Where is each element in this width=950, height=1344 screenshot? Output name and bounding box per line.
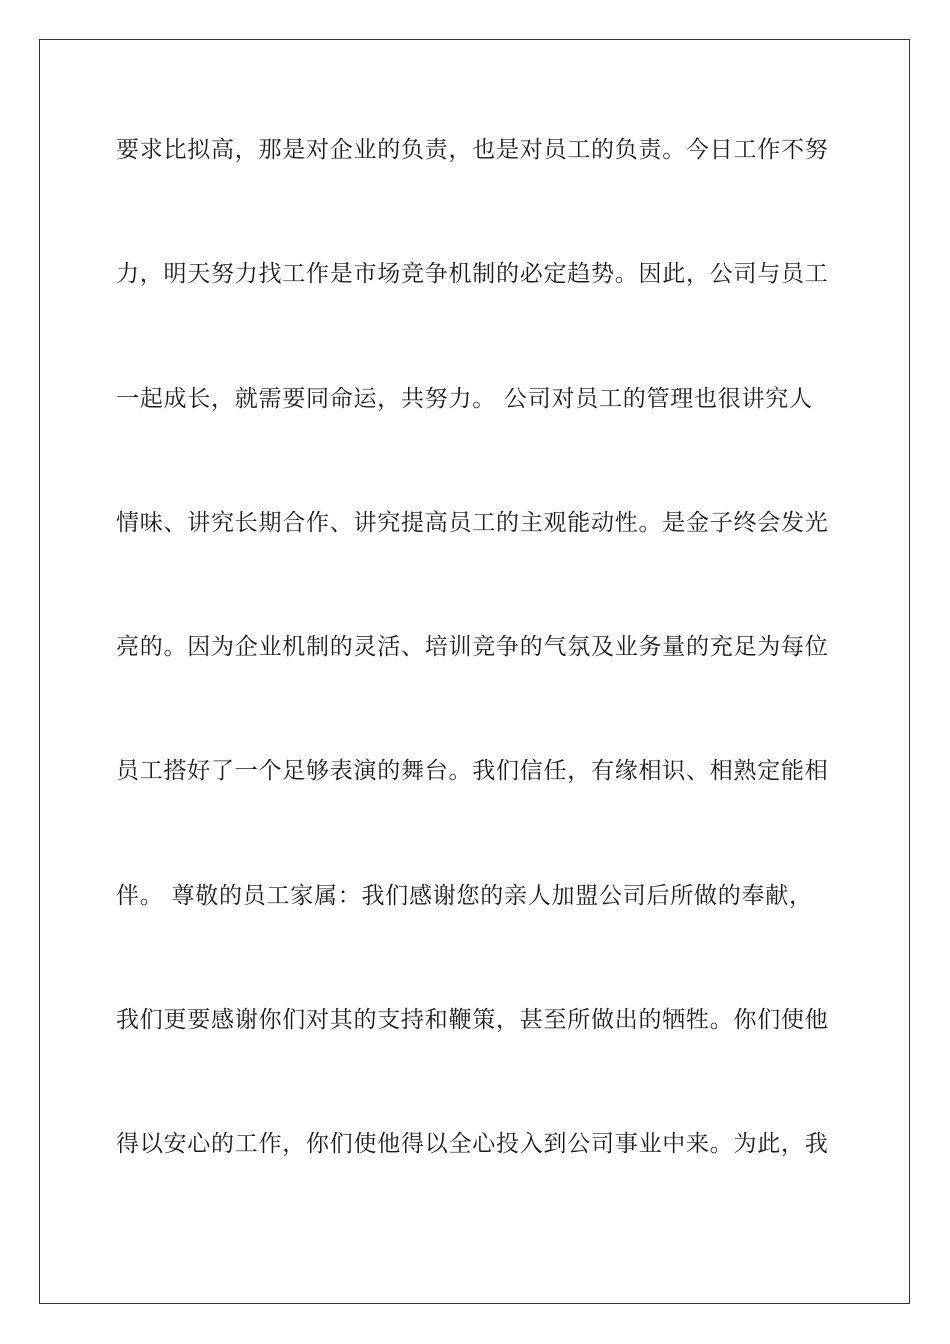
document-body bbox=[116, 134, 836, 1253]
text-line: 一起成长，就需要同命运，共努力。 公司对员工的管理也很讲究人 bbox=[116, 385, 813, 412]
text-line: 情味、讲究长期合作、讲究提高员工的主观能动性。是金子终会发光 bbox=[116, 509, 829, 536]
text-line: 亮的。因为企业机制的灵活、培训竞争的气氛及业务量的充足为每位 bbox=[116, 634, 829, 661]
text-line: 得以安心的工作，你们使他得以全心投入到公司事业中来。为此，我 bbox=[116, 1131, 829, 1158]
text-line: 伴。 尊敬的员工家属：我们感谢您的亲人加盟公司后所做的奉献， bbox=[116, 882, 813, 909]
text-line: 我们更要感谢你们对其的支持和鞭策，甚至所做出的牺牲。你们使他 bbox=[116, 1007, 829, 1034]
text-line: 力，明天努力找工作是市场竞争机制的必定趋势。因此，公司与员工 bbox=[116, 261, 829, 288]
text-line: 要求比拟高，那是对企业的负责，也是对员工的负责。今日工作不努 bbox=[116, 137, 829, 163]
text-line: 员工搭好了一个足够表演的舞台。我们信任，有缘相识、相熟定能相 bbox=[116, 758, 829, 785]
